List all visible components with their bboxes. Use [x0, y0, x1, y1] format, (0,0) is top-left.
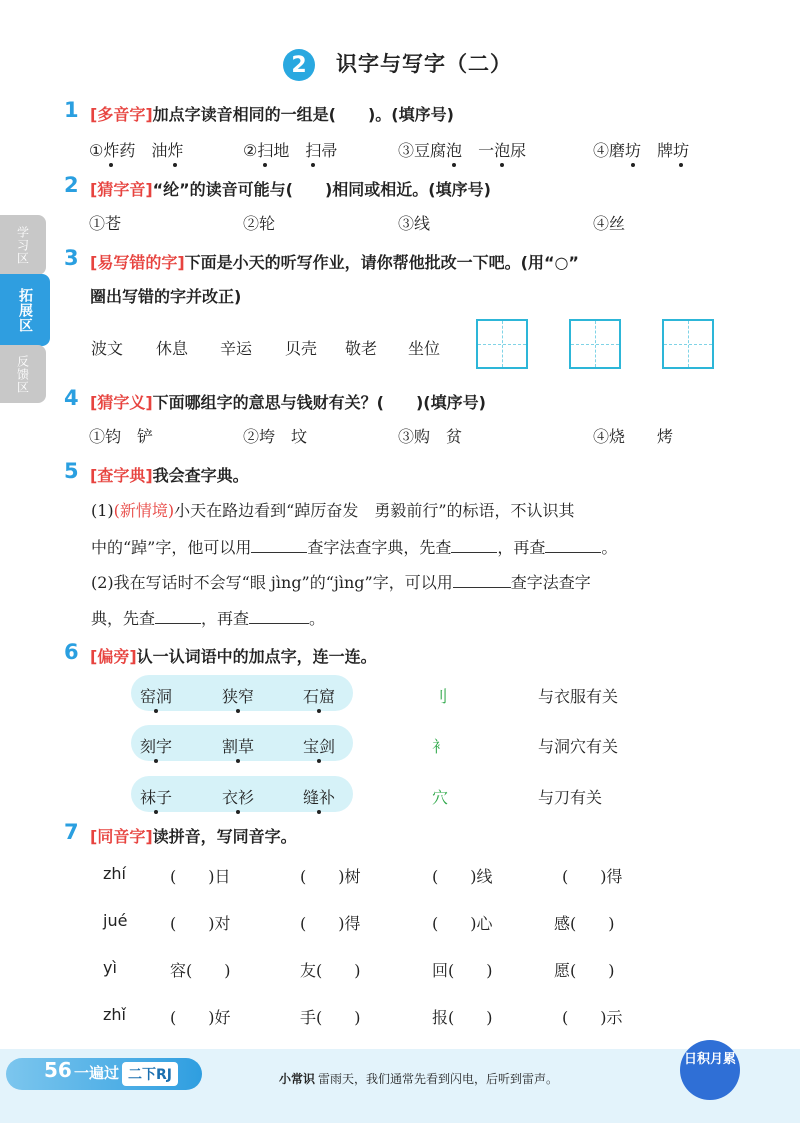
- q2-number: 2: [64, 173, 79, 197]
- q7-number: 7: [64, 820, 79, 844]
- q6-radical[interactable]: 穴: [432, 788, 449, 807]
- pinyin-label: yì: [103, 958, 117, 977]
- q3-line: [90, 250, 579, 273]
- section-number-badge: 2: [283, 49, 315, 81]
- q6-meaning[interactable]: 与刀有关: [538, 788, 603, 807]
- q7-item[interactable]: 回( ): [432, 961, 493, 980]
- q6-word: 宝剑: [303, 734, 335, 757]
- q7-item[interactable]: 愿( ): [554, 961, 615, 980]
- q2-option-2: ②轮: [243, 214, 276, 233]
- q5-part1-line1: (1)(新情境)小天在路边看到“踔厉奋发 勇毅前行”的标语，不认识其: [91, 501, 575, 520]
- q5-part2-line2: 典，先查 ，再查 。: [91, 609, 326, 628]
- answer-blank[interactable]: [251, 537, 307, 553]
- q3-number: 3: [64, 246, 79, 270]
- q6-radical[interactable]: 刂: [432, 687, 449, 706]
- q3-word: 敬老: [345, 339, 378, 358]
- q2-option-3: ③线: [398, 214, 431, 233]
- writing-grid-box[interactable]: [662, 319, 714, 369]
- tip-text: 雷雨天，我们通常先看到闪电，后听到雷声。: [318, 1072, 559, 1086]
- q5-part2-line1: (2)我在写话时不会写“眼 jìng”的“jìng”字，可以用 查字法查字: [91, 573, 591, 592]
- q7-item[interactable]: 手( ): [300, 1008, 361, 1027]
- q1-option-2: ②扫地 扫帚: [243, 138, 337, 161]
- pinyin-label: zhǐ: [103, 1005, 126, 1024]
- q6-radical[interactable]: 衤: [432, 737, 449, 756]
- q7-item[interactable]: 容( ): [170, 961, 231, 980]
- q7-text: 读拼音，写同音字。: [152, 827, 297, 846]
- answer-blank[interactable]: [545, 537, 601, 553]
- q7-tag: [同音字]: [90, 827, 153, 846]
- q6-meaning[interactable]: 与衣服有关: [538, 687, 619, 706]
- q3-text: 下面是小天的听写作业，请你帮他批改一下吧。(用“○”: [184, 253, 579, 272]
- q2-tag: [猜字音]: [90, 180, 153, 199]
- q7-item[interactable]: ( )得: [300, 914, 361, 933]
- q3-word: 辛运: [220, 339, 253, 358]
- q6-tag: [偏旁]: [90, 647, 137, 666]
- q6-word: 袜子: [140, 785, 172, 808]
- writing-grid-box[interactable]: [476, 319, 528, 369]
- q1-option-4: ④磨坊 牌坊: [593, 138, 689, 161]
- q2-option-1: ①苍: [89, 214, 122, 233]
- q2-line: [90, 177, 491, 200]
- page-title: 识字与写字（二）: [336, 52, 512, 76]
- tip-label: 小常识: [279, 1072, 316, 1086]
- q6-word: 窑洞: [140, 684, 172, 707]
- page-number: 56: [44, 1058, 72, 1082]
- q7-item[interactable]: ( )得: [562, 867, 623, 886]
- corner-badge: 日积月累: [680, 1040, 740, 1100]
- q4-number: 4: [64, 386, 79, 410]
- q4-option-3: ③购 贫: [398, 427, 463, 446]
- q6-word: 割草: [222, 734, 254, 757]
- series-name: 一遍过: [74, 1064, 120, 1082]
- q7-item[interactable]: ( )好: [170, 1008, 231, 1027]
- q6-word: 缝补: [303, 785, 335, 808]
- q3-tag: [易写错的字]: [90, 253, 185, 272]
- q3-word: 坐位: [408, 339, 441, 358]
- q4-tag: [猜字义]: [90, 393, 153, 412]
- q1-line: [90, 102, 454, 125]
- q4-text: 下面哪组字的意思与钱财有关？( )(填序号): [152, 393, 486, 412]
- q1-option-3: ③豆腐泡 一泡尿: [398, 138, 526, 161]
- q7-item[interactable]: ( )心: [432, 914, 493, 933]
- answer-blank[interactable]: [453, 572, 511, 588]
- q6-word: 衣衫: [222, 785, 254, 808]
- q4-option-1: ①钧 铲: [89, 427, 154, 446]
- q4-option-2: ②垮 坟: [243, 427, 308, 446]
- q1-text: 加点字读音相同的一组是( )。(填序号): [152, 105, 454, 124]
- q6-word: 刻字: [140, 734, 172, 757]
- q5-text: 我会查字典。: [152, 466, 249, 485]
- q6-meaning[interactable]: 与洞穴有关: [538, 737, 619, 756]
- pinyin-label: zhí: [103, 864, 126, 883]
- q4-line: [90, 390, 486, 413]
- q5-tag: [查字典]: [90, 466, 153, 485]
- q6-line: [90, 644, 377, 667]
- writing-grid-box[interactable]: [569, 319, 621, 369]
- pinyin-label: jué: [103, 911, 128, 930]
- answer-blank[interactable]: [155, 608, 201, 624]
- sidetab-extend[interactable]: 拓展区: [0, 274, 50, 346]
- q1-number: 1: [64, 98, 79, 122]
- q3-word: 贝壳: [285, 339, 318, 358]
- q7-item[interactable]: ( )树: [300, 867, 361, 886]
- sidetab-study[interactable]: 学习区: [0, 215, 46, 275]
- q6-word: 石窟: [303, 684, 335, 707]
- q7-item[interactable]: ( )线: [432, 867, 493, 886]
- grade-label: 二下RJ: [122, 1062, 178, 1086]
- q3-word: 波文: [91, 339, 124, 358]
- q7-item[interactable]: 友( ): [300, 961, 361, 980]
- q7-item[interactable]: ( )对: [170, 914, 231, 933]
- q5-number: 5: [64, 459, 79, 483]
- answer-blank[interactable]: [249, 608, 309, 624]
- q2-text: “纶”的读音可能与( )相同或相近。(填序号): [152, 180, 491, 199]
- q7-item[interactable]: ( )日: [170, 867, 231, 886]
- q6-word: 狭窄: [222, 684, 254, 707]
- q7-item[interactable]: 报( ): [432, 1008, 493, 1027]
- q5-line: [90, 463, 249, 486]
- sidetab-feedback[interactable]: 反馈区: [0, 345, 46, 403]
- q6-number: 6: [64, 640, 79, 664]
- q6-text: 认一认词语中的加点字，连一连。: [136, 647, 377, 666]
- q2-option-4: ④丝: [593, 214, 626, 233]
- q3-word: 休息: [156, 339, 189, 358]
- q3-text-line2: 圈出写错的字并改正): [90, 287, 242, 306]
- q4-option-4: ④烧 烤: [593, 427, 674, 446]
- q7-item[interactable]: ( )示: [562, 1008, 623, 1027]
- q7-line: [90, 824, 297, 847]
- q5-part1-line2: 中的“踔”字，他可以用 查字法查字典，先查 ，再查 。: [91, 538, 618, 557]
- q1-tag: [多音字]: [90, 105, 153, 124]
- answer-blank[interactable]: [451, 537, 497, 553]
- q7-item[interactable]: 感( ): [554, 914, 615, 933]
- q1-option-1: ①炸药 油炸: [89, 138, 183, 161]
